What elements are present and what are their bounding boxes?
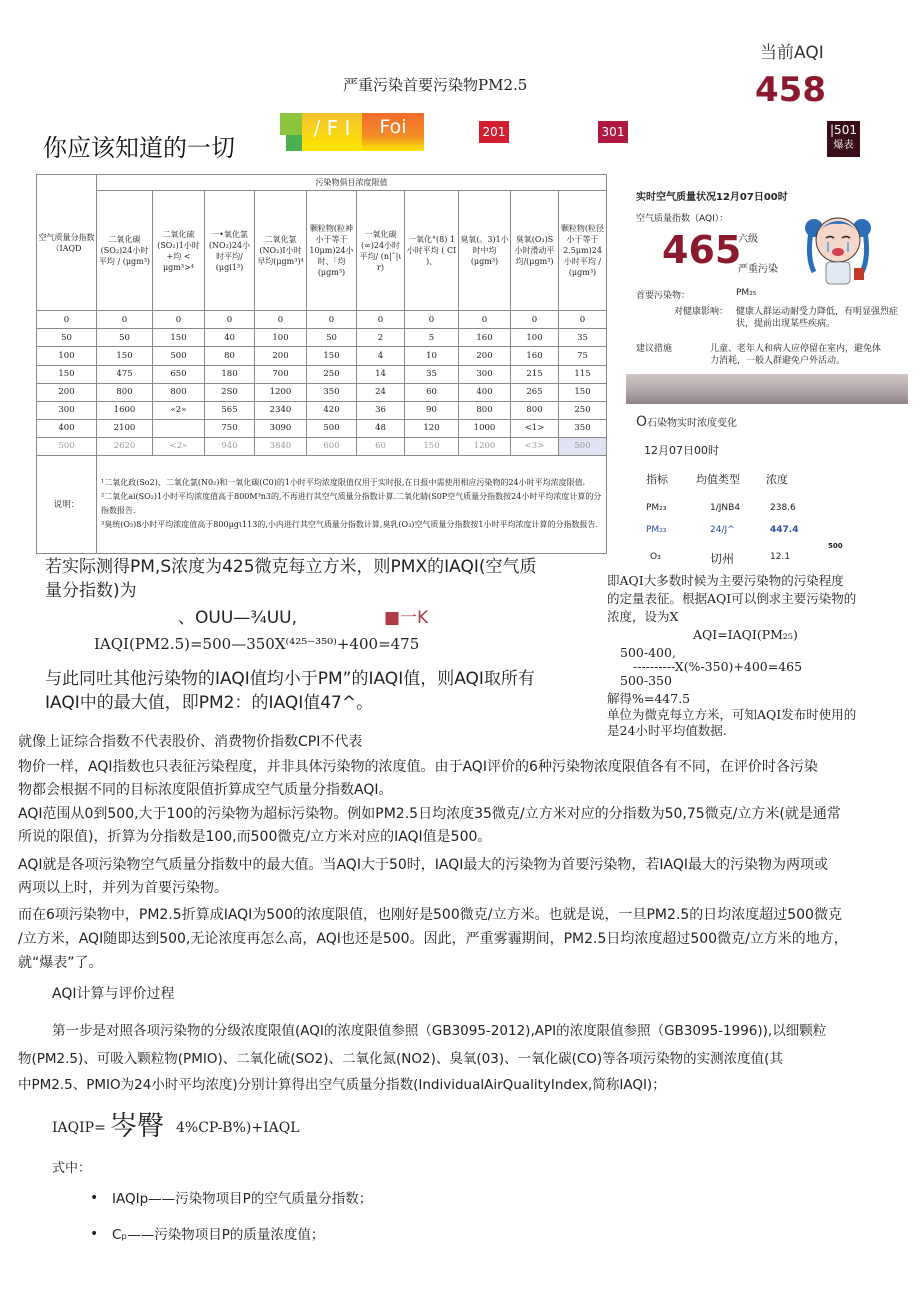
scale-segment-5-label: 爆表 [833,140,854,151]
panel-status-title: 实时空气质量状况12月07日00时 [636,192,788,203]
body-paragraph: 中PM2.5、PMIO为24小时平均浓度)分别计算得出空气质量分指数(IndividualAirQualityIndex,简称IAQI)； [18,1077,666,1093]
body-paragraph: 而在6项污染物中，PM2.5折算成IAQI为500的浓度限值，也刚好是500微克/立方米。也就是说，一旦PM2.5的日均浓度超过500微克 [18,907,842,923]
formula-text: 、OUU—¾UU, [178,608,298,628]
formula-iaqi-equation: IAQI(PM2.5)=500—350X⁽⁴²⁵⁻³⁵⁰⁾+400=475 [94,635,420,653]
where-label: 式中： [52,1161,92,1176]
explain-equation: 500-400, [620,645,676,660]
panel-advice-text: 儿童、老年人和病人应停留在室内，避免体 [710,344,882,354]
table-cell: 0 [559,311,607,329]
table-cell: 475 [97,365,153,383]
scale-green-band [280,113,302,135]
panel-level: 六级 [738,234,758,245]
table-cell: 0 [307,311,357,329]
panel-primary-label: 首要污染物： [636,291,691,301]
table-cell: 80 [205,347,255,365]
table-cell: 200 [459,347,511,365]
table-cell: 800 [511,401,559,419]
bullet-icon: • [90,1226,99,1242]
formula-text: 量分指数)为 [45,581,137,601]
panel-advice-text: 力消耗，一般人群避免户外活动。 [710,356,846,366]
table-cell: 700 [255,365,307,383]
realtime-row-name: PM₂₃ [646,525,667,535]
body-paragraph: 第一步是对照各项污染物的分级浓度限值(AQI的浓度限值参照（GB3095-2012),API的浓度限值参照（GB3095-1996)),以细颗粒 [52,1023,827,1039]
table-cell: 250 [559,401,607,419]
realtime-side-number: 500 [828,542,843,550]
table-header: 二氧化氯(NO₂)I小时早均(μgm³)⁴ [255,191,307,311]
table-note: ¹二氧化政(So2)、二氧化氯(N0₂)和一氧化碳(C0)的1小时平均浓度限值仅用于实时报,在日报中需使用相应污染物的24小时平均浓度限值. [101,478,586,488]
table-cell: 0 [511,311,559,329]
table-cell: 150 [559,383,607,401]
table-cell: 5 [405,329,459,347]
page-title: 你应该知道的一切 [43,134,235,162]
panel-health-text: 状，提前出现某些疾病。 [736,319,836,329]
table-cell: 2S0 [205,383,255,401]
formula-text: 若实际测得PM,S浓度为425微克每立方米，则PMX的IAQI(空气质 [45,557,537,577]
table-note-label: 说明： [37,455,97,553]
table-header: 一氧化碳(∞)24小时平均/ (n|ˆ|ι r) [357,191,405,311]
body-paragraph: 物(PM2.5)、可吸入颗粒物(PMIO)、二氧化硫(SO2)、二氧化氮(NO2)、臭氧(03)、一氧化碳(CO)等各项污染物的实测浓度值(其 [18,1051,783,1067]
table-cell: 35 [559,329,607,347]
table-cell: 150 [153,329,205,347]
panel-advice-label: 建议措施 [636,344,673,354]
current-aqi-value: 458 [755,70,826,110]
table-notes [97,455,607,553]
table-cell: 150 [37,365,97,383]
panel-level-desc: 严重污染 [738,264,778,275]
definition-item: IAQIp——污染物项目P的空气质量分指数； [112,1191,373,1207]
explain-equation: 500-350 [620,673,672,688]
table-note: ³臭统(O₃)8小时平均浓度值高于800μgι113的,小内进行其空气质量分指数计算,臭乳(O₃)空气质量分指数按1小时平均浓度计算的分指数报告. [101,520,599,530]
explain-text: 单位为微克每立方米，可知AQI发布时使用的 [607,707,857,722]
table-cell: 75 [559,347,607,365]
realtime-col-avg-type: 均值类型 [696,473,740,486]
formula-text: 与此同吐其他污染物的IAQI值均小于PM”的IAQI值，则AQI取所有 [45,669,535,689]
aqi-color-scale [280,113,860,163]
table-cell: 215 [511,365,559,383]
panel-health-text: 健康人群运动耐受力降低，有明显强烈症 [736,307,899,317]
table-cell: 50 [307,329,357,347]
table-cell: 2620 [97,437,153,455]
table-cell: 750 [205,419,255,437]
crying-girl-mascot-icon [804,206,872,288]
body-paragraph: /立方米，AQI随即达到500,无论浓度再怎么高，AQI也还是500。因此，严重雾霾期间，PM2.5日均浓度超过500微克/立方米的地方， [18,931,848,947]
table-cell: 0 [459,311,511,329]
table-cell: 100 [255,329,307,347]
table-cell: 1200 [459,437,511,455]
table-row [37,437,607,455]
table-cell: 200 [255,347,307,365]
table-row [37,383,607,401]
table-cell: 60 [357,437,405,455]
panel-index-label: 空气质量指数（AQI）： [636,214,729,224]
table-cell: 48 [357,419,405,437]
scale-segment-1: / F I [302,113,362,151]
table-cell: 940 [205,437,255,455]
table-note: ²二氧化ai(SO₂)1小时平均浓度值高于800M³n3的,不再进行其空气质量分指数计算.二氧化睛(S0P空气质量分指数按24小时平均浓度计算的分指数报告. [101,492,602,516]
scale-segment-2: Foi [362,113,424,151]
iaqi-formula-fraction: 岑臀 [110,1111,164,1142]
realtime-row-type: 1/JNB4 [710,503,741,513]
scale-segment-3: 201 [479,121,509,143]
table-cell: 800 [153,383,205,401]
table-cell: <2» [153,437,205,455]
table-cell: 2100 [97,419,153,437]
table-cell: 400 [37,419,97,437]
table-cell: 4 [357,347,405,365]
circle-o-icon: O [636,414,648,430]
formula-text: IAQI中的最大值，即PM2：的IAQI值47^。 [45,693,374,713]
table-cell: 420 [307,401,357,419]
scale-segment-4: 301 [598,121,628,143]
table-cell: 350 [307,383,357,401]
table-cell: 50 [37,329,97,347]
body-paragraph: AQI范围从0到500,大于100的污染物为超标污染物。例如PM2.5日均浓度35微克/立方米对应的分指数为50,75微克/立方米(就是通常 [18,806,841,822]
table-cell: 90 [405,401,459,419]
table-cell: «2» [153,401,205,419]
table-group-header: 污染物俱目浓度限值 [97,175,607,191]
table-cell: 1000 [459,419,511,437]
table-cell: 115 [559,365,607,383]
table-row [37,401,607,419]
table-cell: 160 [511,347,559,365]
realtime-row-type: 24/J^ [710,525,735,535]
body-paragraph: 物价一样，AQI指数也只表征污染程度，并非具体污染物的浓度值。由于AQI评价的6种污染物浓度限值各有不同，在评价时各污染 [18,759,818,775]
table-cell: 800 [97,383,153,401]
realtime-col-concentration: 浓度 [766,473,788,486]
explain-text: 是24小时平均值数据. [607,723,727,738]
explain-text: 即AQI大多数时候为主要污染物的污染程度 [607,573,844,588]
table-cell: 0 [405,311,459,329]
body-paragraph: 两项以上时，并列为首要污染物。 [18,880,228,896]
realtime-aqi-panel [626,178,910,578]
body-paragraph: AQI就是各项污染物空气质量分指数中的最大值。当AQI大于50时，IAQI最大的污染物为首要污染物，若IAQI最大的污染物为两项或 [18,857,828,873]
table-cell: 0 [153,311,205,329]
table-cell: 3840 [255,437,307,455]
table-cell: 60 [405,383,459,401]
table-row [37,329,607,347]
realtime-col-indicator: 指标 [646,473,668,486]
realtime-row-value: 238.6 [770,503,796,513]
table-cell: 160 [459,329,511,347]
table-cell: 800 [459,401,511,419]
definition-item: Cₚ——污染物项目P的质量浓度值； [112,1227,325,1243]
table-cell: 650 [153,365,205,383]
table-cell: 0 [357,311,405,329]
table-cell: 50 [97,329,153,347]
realtime-title [636,414,737,430]
panel-primary-value: PM₂₅ [736,288,757,298]
realtime-row-name: PM₂₃ [646,503,667,513]
table-header: 一•氧化氯(NO₂)24小时平均/ (μgi1³) [205,191,255,311]
realtime-row-name: O₃ [650,552,661,562]
table-cell: 565 [205,401,255,419]
table-cell: 3090 [255,419,307,437]
table-cell: 600 [307,437,357,455]
body-paragraph: 物都会根据不同的目标浓度限值折算成空气质量分指数AQI。 [18,782,393,798]
bullet-icon: • [90,1190,99,1206]
table-row [37,365,607,383]
table-cell [153,419,205,437]
city-skyline-image [626,374,908,404]
table-cell: 120 [405,419,459,437]
table-cell: 35 [405,365,459,383]
table-cell: <1> [511,419,559,437]
table-cell: 200 [37,383,97,401]
explain-text: 浓度，设为X [607,609,679,624]
section-heading: AQI计算与评价过程 [52,986,175,1002]
table-cell: 150 [405,437,459,455]
table-cell: 10 [405,347,459,365]
table-cell: 180 [205,365,255,383]
realtime-row-value: 447.4 [770,525,799,535]
table-header: 颗粒物(粒神小于等于10μm)24小时、「均(μgm³) [307,191,357,311]
table-header: 臭氧(。3)1小时中均(μgm³) [459,191,511,311]
table-cell: 500 [307,419,357,437]
realtime-title-text: 石染物实时浓度变化 [647,418,738,429]
table-cell: 150 [97,347,153,365]
body-paragraph: 就“爆表”了。 [18,955,103,971]
table-cell: 0 [205,311,255,329]
explain-equation: AQI=IAQI(PM₂₅) [693,627,798,642]
table-row [37,419,607,437]
formula-text: ■一K [384,608,429,628]
table-header: 二氧化碳(SO₂)24小时平均 / (μgm³) [97,191,153,311]
scale-segment-5 [827,121,860,157]
table-header-iaqi: 空气质量分指数（IAQD [37,175,97,311]
iaqi-formula: 4%CP-B%)+IAQL [176,1120,300,1136]
table-row [37,347,607,365]
table-cell: 14 [357,365,405,383]
table-row [37,311,607,329]
explain-text: 解得%=447.5 [607,691,691,706]
table-cell: 300 [459,365,511,383]
table-header: 二氧化硫(SO₂)1小时+均 < μgm³>⁴ [153,191,205,311]
table-header: 一氧化°(8) 1小时平均 ( CI )、 [405,191,459,311]
body-paragraph: 所说的限值)，折算为分指数是100,而500微克/立方米对应的IAQI值是500。 [18,829,492,845]
realtime-row-value: 12.1 [770,552,791,562]
table-header: 臭氧(O₃)S小时滑动平均/(μgm³) [511,191,559,311]
concentration-limit-table [36,174,607,554]
table-cell: 0 [97,311,153,329]
table-cell: 0 [255,311,307,329]
realtime-row-type: 切州 [710,552,735,566]
scale-green-low [286,135,302,151]
table-cell: 300 [37,401,97,419]
table-cell: 36 [357,401,405,419]
explain-equation: ----------X(%-350)+400=465 [633,659,803,674]
table-cell: 400 [459,383,511,401]
table-cell: 1600 [97,401,153,419]
realtime-date: 12月07日00时 [644,444,719,457]
table-cell: 500 [559,437,607,455]
table-cell: 1200 [255,383,307,401]
table-cell: 150 [307,347,357,365]
headline: 严重污染首要污染物PM2.5 [343,76,528,94]
table-cell: 100 [37,347,97,365]
table-cell: 350 [559,419,607,437]
table-cell: 2340 [255,401,307,419]
table-cell: 500 [153,347,205,365]
table-cell: <3> [511,437,559,455]
table-cell: 250 [307,365,357,383]
table-header: 颗粒物(粒径小于等于2.5μm)24小时平均 / (μgm³) [559,191,607,311]
current-aqi-label: 当前AQI [760,43,824,63]
table-cell: 100 [511,329,559,347]
scale-segment-5-value: |501 [830,123,857,137]
table-body [37,311,607,455]
table-cell: 500 [37,437,97,455]
iaqi-formula: IAQIP= [52,1120,106,1136]
table-cell: 2 [357,329,405,347]
body-paragraph: 就像上证综合指数不代表股价、消费物价指数CPI不代表 [18,734,363,750]
table-cell: 265 [511,383,559,401]
table-cell: 0 [37,311,97,329]
table-cell: 40 [205,329,255,347]
panel-health-label: 对健康影响： [674,307,729,317]
explain-text: 的定量表征。根据AQI可以倒求主要污染物的 [607,591,857,606]
panel-index-value: 465 [662,228,742,272]
table-cell: 24 [357,383,405,401]
